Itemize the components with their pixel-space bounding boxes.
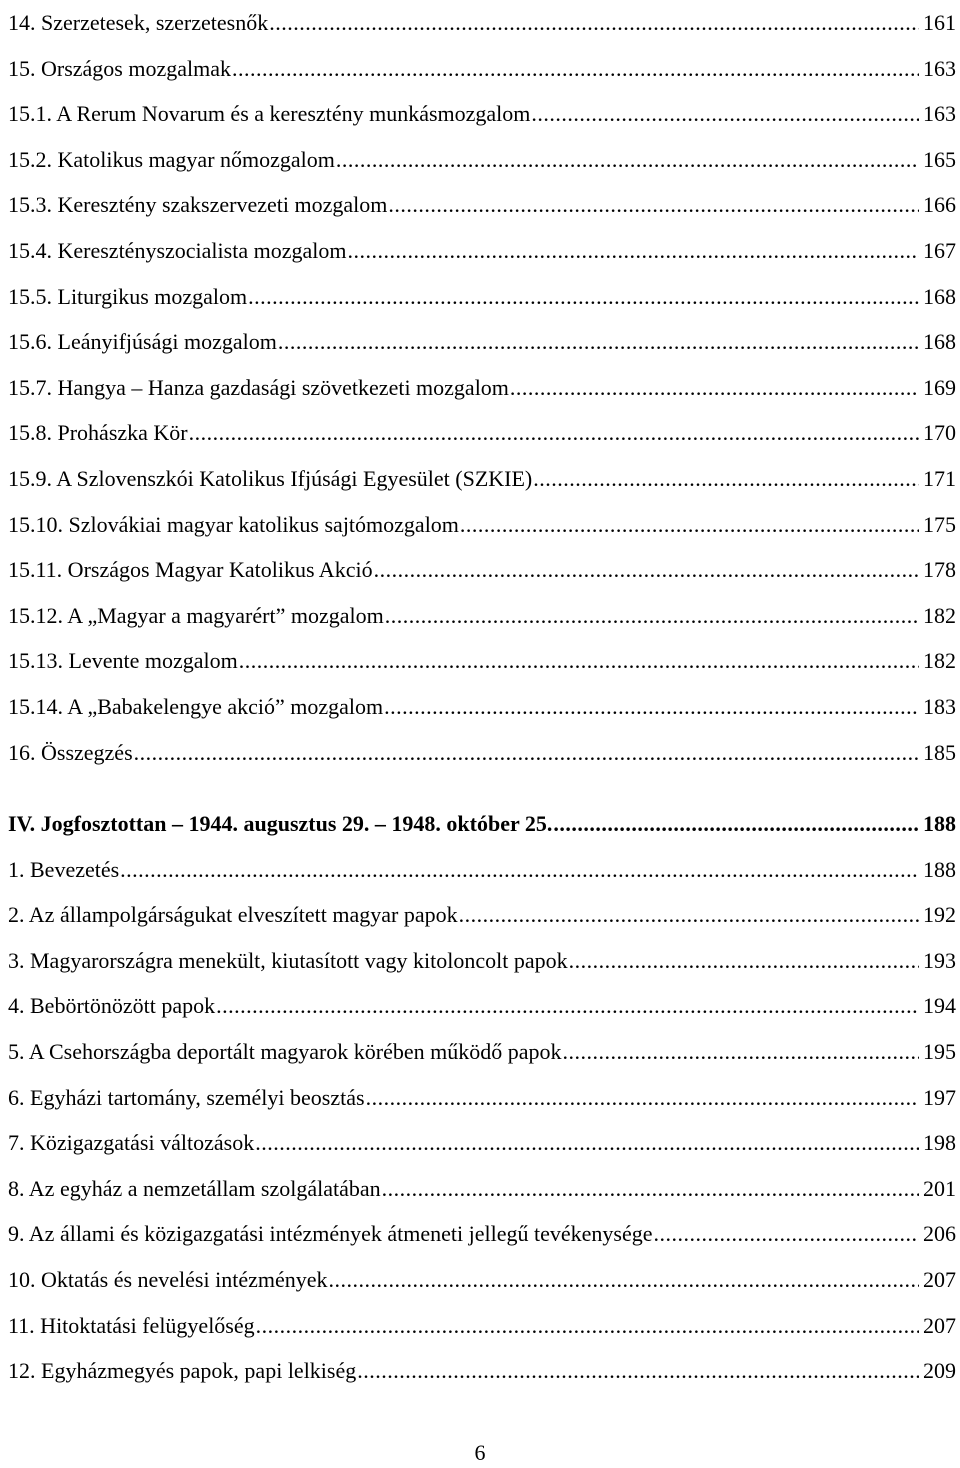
toc-entry-label: 15.2. Katolikus magyar nőmozgalom — [8, 146, 335, 172]
toc-entry[interactable] — [8, 892, 956, 938]
toc-entry-label: 15.14. A „Babakelengye akció” mozgalom — [8, 693, 384, 719]
toc-entry[interactable] — [8, 137, 956, 183]
toc-leader-dots — [531, 91, 919, 137]
toc-leader-dots — [278, 319, 919, 365]
toc-leader-dots — [232, 46, 919, 92]
toc-section-page: 188 — [923, 811, 956, 837]
page-number: 6 — [474, 1440, 486, 1465]
toc-leader-dots — [569, 938, 919, 984]
toc-list — [8, 0, 956, 775]
toc-entry[interactable] — [8, 938, 956, 984]
toc-entry-page: 207 — [923, 1267, 956, 1293]
toc-entry-page: 167 — [923, 237, 956, 263]
toc-leader-dots — [269, 0, 919, 46]
toc-entry-label: 1. Bevezetés — [8, 856, 120, 882]
toc-entry-label: 4. Bebörtönözött papok — [8, 993, 216, 1019]
toc-entry-label: 16. Összegzés — [8, 739, 133, 765]
toc-entry-page: 166 — [923, 192, 956, 218]
toc-entry-label: 15. Országos mozgalmak — [8, 55, 231, 81]
toc-leader-dots — [459, 892, 919, 938]
toc-entry[interactable] — [8, 684, 956, 730]
toc-entry[interactable] — [8, 638, 956, 684]
toc-entry-label: 15.12. A „Magyar a magyarért” mozgalom — [8, 602, 384, 628]
toc-entry-label: 8. Az egyház a nemzetállam szolgálatában — [8, 1175, 381, 1201]
toc-leader-dots — [134, 730, 919, 776]
toc-entry-label: 2. Az állampolgárságukat elveszített magyar papok — [8, 902, 458, 928]
toc-entry[interactable] — [8, 1257, 956, 1303]
toc-leader-dots — [366, 1075, 919, 1121]
toc-entry[interactable] — [8, 456, 956, 502]
toc-entry-label: 15.7. Hangya – Hanza gazdasági szövetkezeti mozgalom — [8, 374, 509, 400]
toc-entry-label: 15.8. Prohászka Kör — [8, 420, 188, 446]
toc-leader-dots — [374, 547, 919, 593]
toc-leader-dots — [563, 1029, 919, 1075]
toc-section-heading[interactable] — [8, 801, 956, 847]
toc-leader-dots — [460, 502, 919, 548]
toc-entry-page: 168 — [923, 329, 956, 355]
toc-entry-page: 161 — [923, 10, 956, 35]
toc-entry[interactable] — [8, 730, 956, 776]
toc-leader-dots — [336, 137, 919, 183]
toc-leader-dots — [384, 684, 919, 730]
toc-entry[interactable] — [8, 1120, 956, 1166]
toc-entry-label: 15.3. Keresztény szakszervezeti mozgalom — [8, 192, 388, 218]
toc-entry[interactable] — [8, 365, 956, 411]
toc-entry[interactable] — [8, 593, 956, 639]
toc-entry-page: 178 — [923, 557, 956, 583]
toc-entry-page: 185 — [923, 739, 956, 765]
toc-entry-label: 15.13. Levente mozgalom — [8, 648, 238, 674]
toc-leader-dots — [388, 182, 919, 228]
toc-leader-dots — [347, 228, 919, 274]
toc-entry-page: 182 — [923, 602, 956, 628]
toc-entry-page: 169 — [923, 374, 956, 400]
toc-leader-dots — [189, 410, 919, 456]
toc-entry-label: 15.10. Szlovákiai magyar katolikus sajtómozgalom — [8, 511, 459, 537]
toc-entry-page: 182 — [923, 648, 956, 674]
toc-entry-label: 7. Közigazgatási változások — [8, 1130, 255, 1156]
toc-entry-page: 193 — [923, 947, 956, 973]
toc-entry[interactable] — [8, 274, 956, 320]
toc-entry-label: 15.6. Leányifjúsági mozgalom — [8, 329, 277, 355]
toc-leader-dots — [256, 1303, 919, 1349]
toc-entry[interactable] — [8, 0, 956, 46]
toc-entry-page: 198 — [923, 1130, 956, 1156]
toc-entry[interactable] — [8, 847, 956, 893]
toc-entry-label: 15.11. Országos Magyar Katolikus Akció — [8, 557, 373, 583]
toc-entry-page: 207 — [923, 1312, 956, 1338]
toc-entry[interactable] — [8, 983, 956, 1029]
toc-entry-label: 14. Szerzetesek, szerzetesnők — [8, 10, 269, 35]
toc-leader-dots — [216, 983, 919, 1029]
toc-entry-page: 163 — [923, 55, 956, 81]
toc-entry-page: 165 — [923, 146, 956, 172]
toc-entry-page: 171 — [923, 465, 956, 491]
toc-entry-label: 10. Oktatás és nevelési intézmények — [8, 1267, 328, 1293]
toc-entry[interactable] — [8, 502, 956, 548]
toc-leader-dots — [329, 1257, 919, 1303]
toc-leader-dots — [510, 365, 919, 411]
toc-entry-label: 3. Magyarországra menekült, kiutasított vagy kitoloncolt papok — [8, 947, 568, 973]
toc-entry[interactable] — [8, 91, 956, 137]
toc-entry[interactable] — [8, 228, 956, 274]
toc-entry-page: 192 — [923, 902, 956, 928]
toc-entry[interactable] — [8, 1211, 956, 1257]
toc-entry-page: 194 — [923, 993, 956, 1019]
toc-entry[interactable] — [8, 1348, 956, 1394]
toc-entry-label: 15.5. Liturgikus mozgalom — [8, 283, 248, 309]
toc-leader-dots — [357, 1348, 919, 1394]
toc-entry-label: 15.4. Keresztényszocialista mozgalom — [8, 237, 347, 263]
toc-section-label: IV. Jogfosztottan – 1944. augusztus 29. – 1948. október 25. — [8, 811, 553, 837]
toc-entry[interactable] — [8, 1075, 956, 1121]
toc-entry-label: 11. Hitoktatási felügyelőség — [8, 1312, 255, 1338]
toc-leader-dots — [533, 456, 919, 502]
toc-entry[interactable] — [8, 182, 956, 228]
toc-leader-dots — [385, 593, 919, 639]
toc-entry-label: 12. Egyházmegyés papok, papi lelkiség — [8, 1358, 357, 1384]
toc-leader-dots — [255, 1120, 919, 1166]
toc-leader-dots — [382, 1166, 919, 1212]
table-of-contents — [8, 0, 956, 1394]
toc-leader-dots — [248, 274, 919, 320]
toc-entry-page: 188 — [923, 856, 956, 882]
toc-entry-page: 175 — [923, 511, 956, 537]
toc-entry-page: 206 — [923, 1221, 956, 1247]
toc-entry[interactable] — [8, 319, 956, 365]
toc-entry-page: 183 — [923, 693, 956, 719]
toc-entry[interactable] — [8, 547, 956, 593]
toc-leader-dots — [653, 1211, 919, 1257]
toc-entry[interactable] — [8, 46, 956, 92]
toc-entry[interactable] — [8, 1166, 956, 1212]
toc-entry-page: 209 — [923, 1358, 956, 1384]
toc-entry-label: 15.9. A Szlovenszkói Katolikus Ifjúsági Egyesület (SZKIE) — [8, 465, 533, 491]
toc-section-list — [8, 847, 956, 1394]
toc-entry-label: 6. Egyházi tartomány, személyi beosztás — [8, 1084, 365, 1110]
toc-entry-label: 15.1. A Rerum Novarum és a keresztény munkásmozgalom — [8, 101, 531, 127]
toc-entry-page: 163 — [923, 101, 956, 127]
toc-leader-dots — [239, 638, 919, 684]
toc-entry-page: 170 — [923, 420, 956, 446]
toc-entry-label: 9. Az állami és közigazgatási intézmények átmeneti jellegű tevékenysége — [8, 1221, 653, 1247]
toc-entry[interactable] — [8, 410, 956, 456]
toc-entry-label: 5. A Csehországba deportált magyarok körében működő papok — [8, 1039, 562, 1065]
toc-entry-page: 197 — [923, 1084, 956, 1110]
toc-leader-dots — [120, 847, 919, 893]
toc-entry-page: 195 — [923, 1039, 956, 1065]
toc-entry-page: 201 — [923, 1175, 956, 1201]
toc-entry[interactable] — [8, 1303, 956, 1349]
toc-leader-dots — [553, 801, 919, 847]
toc-entry-page: 168 — [923, 283, 956, 309]
toc-entry[interactable] — [8, 1029, 956, 1075]
